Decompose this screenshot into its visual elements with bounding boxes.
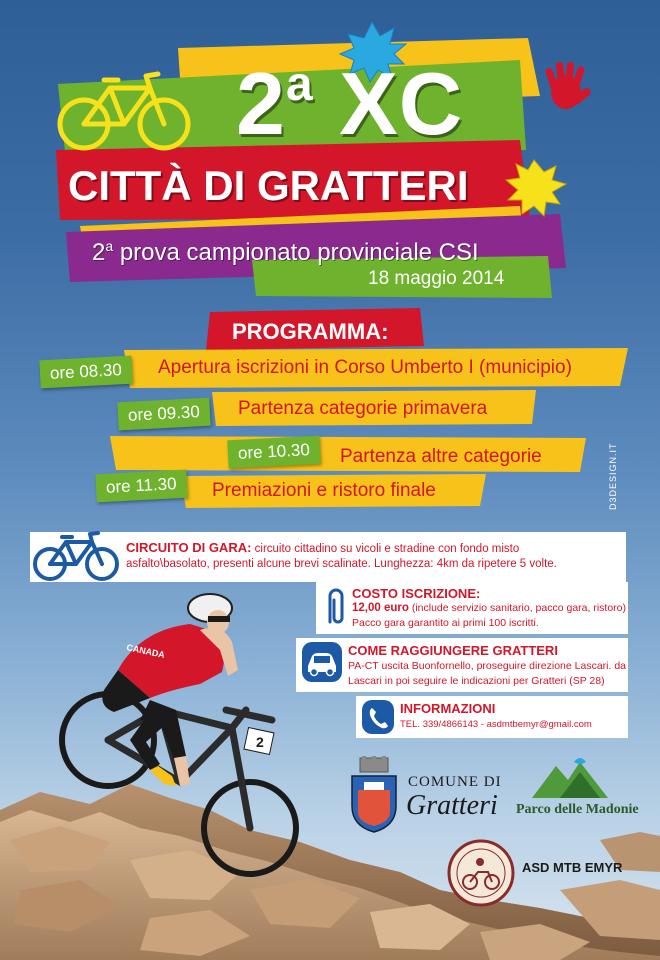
schedule-item-2: Partenza categorie primavera — [238, 398, 488, 419]
circuito-text-2: asfalto\basolato, presenti alcune brevi scalinate. Lunghezza: 4km da ripetere 5 volte. — [126, 558, 557, 570]
costo-price: 12,00 euro — [352, 602, 409, 614]
parco-name: Parco delle Madonie — [516, 802, 639, 817]
asd-name: ASD MTB EMYR — [522, 860, 623, 875]
costo-line2: Pacco gara garantito ai primi 100 iscritti. — [352, 617, 539, 629]
raggiungere-line2: Lascari in poi seguire le indicazioni per Gratteri (SP 28) — [348, 675, 605, 687]
hand-icon — [545, 62, 592, 109]
edition-number: 2 — [236, 54, 286, 153]
edition-sup: a — [285, 58, 314, 111]
gratteri-coat-of-arms-icon — [346, 756, 402, 834]
design-credit: D3DESIGN.IT — [608, 442, 618, 510]
asd-mtb-emyr-logo-icon — [446, 838, 516, 908]
parco-madonie-logo-icon — [530, 756, 610, 800]
city-title: CITTÀ DI GRATTERI — [68, 162, 469, 209]
time-badge-2: ore 09.30 — [117, 398, 210, 431]
jersey-text: CANADA — [125, 642, 166, 661]
schedule-item-1: Apertura iscrizioni in Corso Umberto I (municipio) — [158, 357, 572, 378]
subtitle — [92, 238, 479, 267]
informazioni-label: INFORMAZIONI — [400, 701, 496, 716]
comune-line2: Gratteri — [406, 790, 498, 821]
comune-line1: COMUNE DI — [408, 774, 502, 790]
raggiungere-line1: PA-CT uscita Buonfornello, proseguire direzione Lascari. da — [348, 660, 627, 672]
programma-heading: PROGRAMMA: — [232, 319, 389, 344]
subtitle-rest: prova campionato provinciale CSI — [119, 239, 479, 266]
schedule-item-4: Premiazioni e ristoro finale — [212, 480, 436, 501]
costo-label: COSTO ISCRIZIONE: — [352, 586, 481, 601]
schedule-item-3: Partenza altre categorie — [340, 446, 542, 467]
subtitle-sup: a — [105, 238, 114, 254]
circuito-text-1: circuito cittadino su vicoli e stradine con fondo misto — [254, 543, 520, 555]
circuito-line1 — [126, 540, 519, 555]
raggiungere-label: COME RAGGIUNGERE GRATTERI — [348, 643, 558, 658]
event-name: XC — [339, 54, 464, 153]
subtitle-prefix: 2 — [92, 239, 106, 266]
title-banners — [0, 0, 660, 320]
circuito-label: CIRCUITO DI GARA: — [126, 540, 252, 555]
event-title — [236, 54, 464, 153]
costo-price-note: (include servizio sanitario, pacco gara, ristoro) — [411, 602, 627, 614]
time-badge-3: ore 10.30 — [227, 436, 320, 469]
informazioni-line: TEL. 339/4866143 - asdmtbemyr@gmail.com — [400, 719, 592, 730]
time-badge-4: ore 11.30 — [95, 470, 187, 503]
time-badge-1: ore 08.30 — [39, 356, 132, 389]
bib-number: 2 — [256, 734, 264, 750]
event-date: 18 maggio 2014 — [368, 268, 505, 289]
